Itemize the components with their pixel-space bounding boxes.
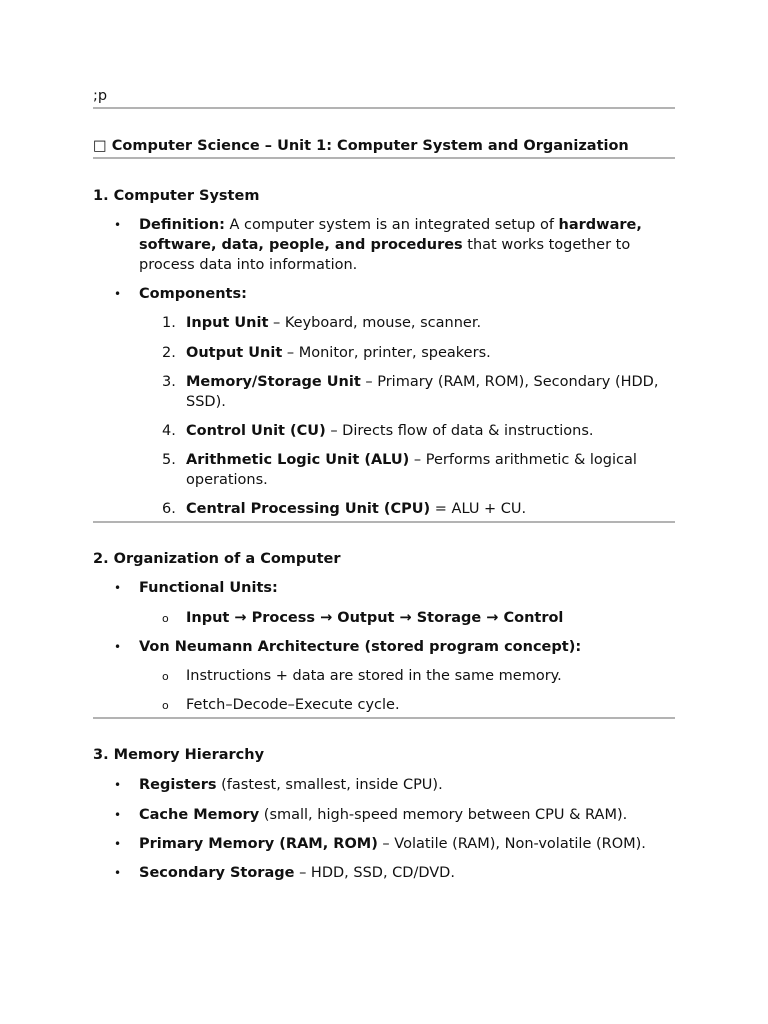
component-number: 2. <box>162 345 176 361</box>
components-label: Components: <box>139 286 247 302</box>
memory-item-desc: (fastest, smallest, inside CPU). <box>216 777 443 793</box>
organization-list-2 <box>93 637 675 657</box>
memory-item-name: Secondary Storage <box>139 865 295 881</box>
memory-item-desc: – Volatile (RAM), Non-volatile (ROM). <box>377 836 646 852</box>
component-name: Memory/Storage Unit <box>186 374 361 390</box>
memory-item-desc: (small, high-speed memory between CPU & RAM). <box>259 807 628 823</box>
component-desc: – Performs arithmetic & logical operations. <box>186 452 637 488</box>
section-heading-computer-system: 1. Computer System <box>93 188 260 204</box>
component-name: Arithmetic Logic Unit (ALU) <box>186 452 410 468</box>
memory-item-name: Primary Memory (RAM, ROM) <box>139 836 378 852</box>
document-title: □ Computer Science – Unit 1: Computer System and Organization <box>93 138 629 154</box>
memory-item <box>93 805 675 825</box>
components-list <box>93 313 675 519</box>
functional-units-flow-item <box>93 608 675 628</box>
component-number: 6. <box>162 501 176 517</box>
component-item <box>93 450 675 490</box>
functional-units-item <box>93 578 675 598</box>
component-desc: – Directs flow of data & instructions. <box>325 423 594 439</box>
component-desc: – Monitor, printer, speakers. <box>282 345 491 361</box>
document-page <box>93 86 675 883</box>
component-item <box>93 313 675 333</box>
component-item <box>93 499 675 519</box>
von-neumann-label: Von Neumann Architecture (stored program concept): <box>139 639 582 655</box>
component-name: Input Unit <box>186 315 269 331</box>
memory-item-desc: – HDD, SSD, CD/DVD. <box>294 865 455 881</box>
component-number: 1. <box>162 315 176 331</box>
component-item <box>93 372 675 412</box>
component-desc: = ALU + CU. <box>430 501 527 517</box>
functional-units-sublist <box>93 608 675 628</box>
von-neumann-item <box>93 637 675 657</box>
computer-system-list <box>93 215 675 304</box>
memory-item-name: Cache Memory <box>139 807 260 823</box>
section-heading-memory-hierarchy: 3. Memory Hierarchy <box>93 747 265 763</box>
divider <box>93 717 675 719</box>
component-name: Central Processing Unit (CPU) <box>186 501 431 517</box>
von-neumann-point: o Instructions + data are stored in the same memory. <box>93 666 675 686</box>
component-number: 5. <box>162 452 176 468</box>
functional-units-flow: Input → Process → Output → Storage → Control <box>186 610 564 626</box>
organization-list <box>93 578 675 598</box>
component-item <box>93 343 675 363</box>
memory-item <box>93 834 675 854</box>
von-neumann-sublist <box>93 666 675 715</box>
component-number: 4. <box>162 423 176 439</box>
component-desc: – Keyboard, mouse, scanner. <box>268 315 482 331</box>
memory-item <box>93 863 675 883</box>
divider <box>93 107 675 109</box>
definition-bold: hardware, software, data, people, and procedures <box>139 217 642 253</box>
definition-label: Definition: <box>139 217 225 233</box>
component-number: 3. <box>162 374 176 390</box>
definition-item <box>93 215 675 275</box>
component-item <box>93 421 675 441</box>
components-item <box>93 284 675 304</box>
top-text: ;p <box>93 88 108 104</box>
definition-text-2: that works together to process data into information. <box>139 237 631 273</box>
component-desc: – Primary (RAM, ROM), Secondary (HDD, SSD). <box>186 374 659 410</box>
section-heading-organization: 2. Organization of a Computer <box>93 551 341 567</box>
von-neumann-point: o Fetch–Decode–Execute cycle. <box>93 695 675 715</box>
definition-text-1: A computer system is an integrated setup of <box>224 217 559 233</box>
functional-units-label: Functional Units: <box>139 580 278 596</box>
component-name: Output Unit <box>186 345 283 361</box>
divider <box>93 157 675 159</box>
component-name: Control Unit (CU) <box>186 423 326 439</box>
divider <box>93 521 675 523</box>
memory-item <box>93 775 675 795</box>
memory-item-name: Registers <box>139 777 217 793</box>
memory-hierarchy-list <box>93 775 675 883</box>
